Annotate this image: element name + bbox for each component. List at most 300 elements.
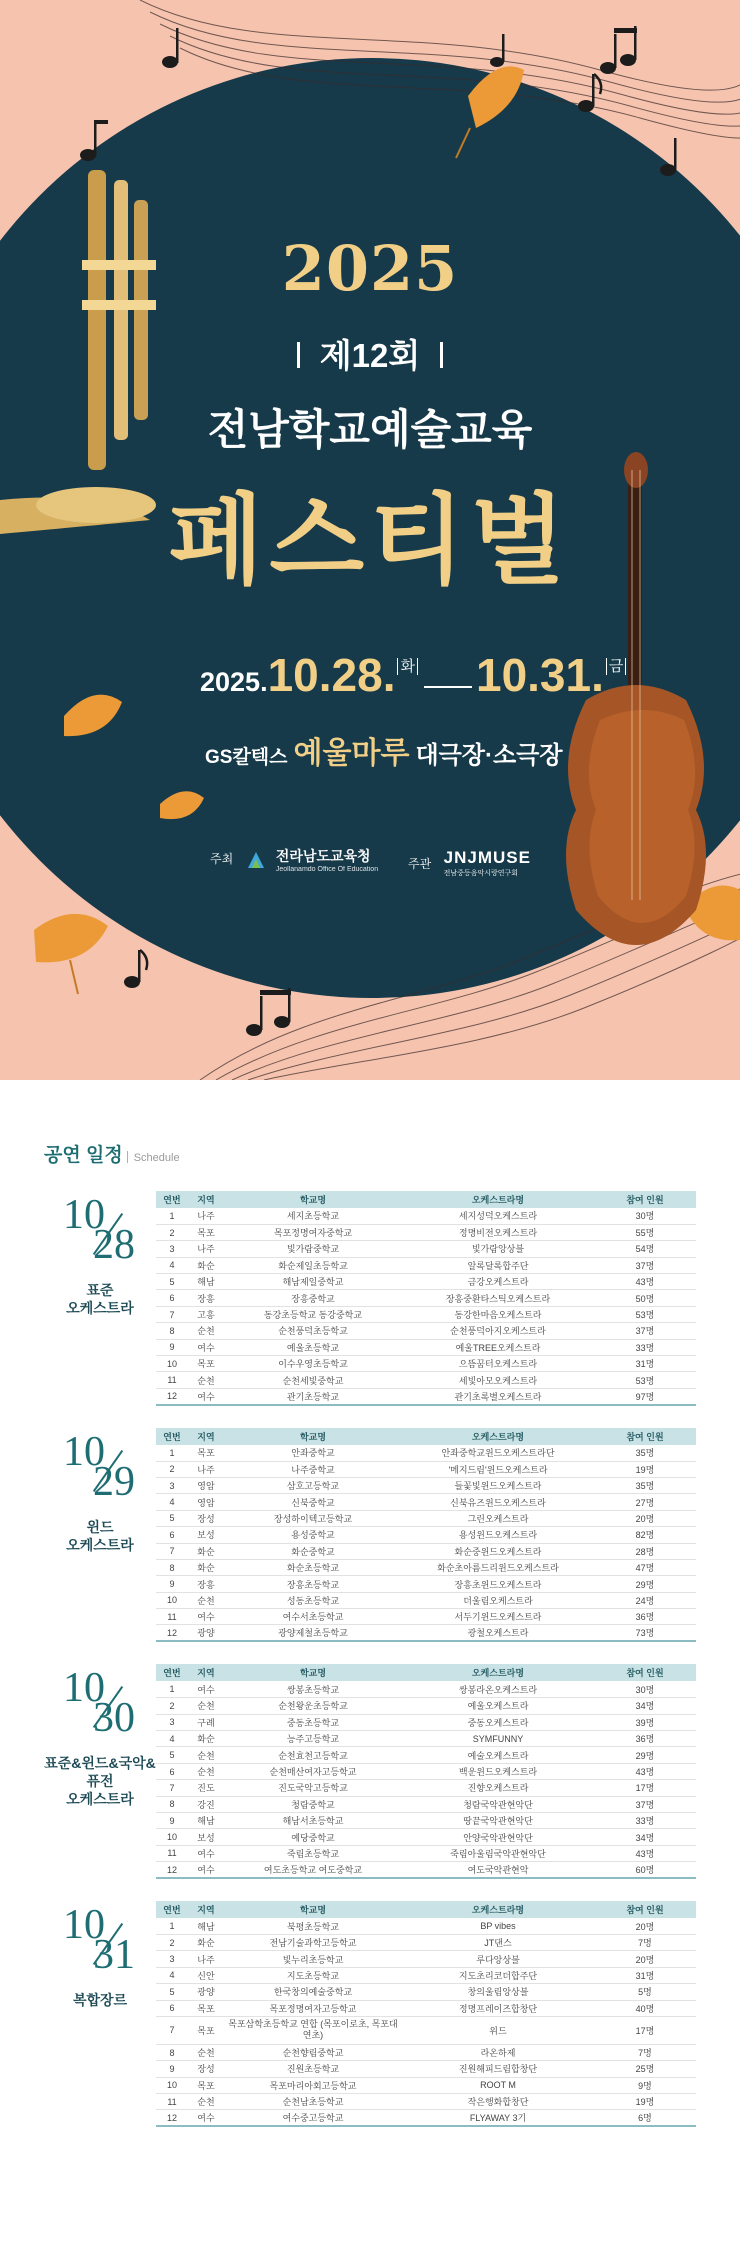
day-label: [44, 1191, 156, 1406]
table-row: [156, 1257, 696, 1273]
poster-subtitle: 전남학교예술교육: [207, 406, 533, 453]
participants-cell: 27명: [594, 1494, 696, 1510]
row-number: 3: [156, 1241, 188, 1257]
table-row: [156, 1445, 696, 1461]
orchestra-cell: 관기초록별오케스트라: [402, 1388, 594, 1404]
row-number: 9: [156, 1813, 188, 1829]
school-cell: 목포정명여자고등학교: [224, 2000, 402, 2016]
school-cell: 순천남초등학교: [224, 2094, 402, 2110]
festival-venue: [205, 728, 563, 772]
day-month: 10: [63, 1428, 105, 1475]
school-cell: 세지초등학교: [224, 1208, 402, 1224]
participants-cell: 47명: [594, 1559, 696, 1575]
row-number: 12: [156, 1625, 188, 1641]
school-cell: 여도초등학교 여도중학교: [224, 1862, 402, 1878]
region-cell: 순천: [188, 1763, 224, 1779]
orchestra-cell: '메지드림'윈드오케스트라: [402, 1461, 594, 1477]
school-cell: 순천세빛중학교: [224, 1372, 402, 1388]
table-row: [156, 1576, 696, 1592]
row-number: 3: [156, 1477, 188, 1493]
orchestra-cell: ROOT M: [402, 2077, 594, 2093]
column-header: 참여 인원: [626, 1195, 664, 1205]
row-number: 4: [156, 1731, 188, 1747]
participants-cell: 31명: [594, 1967, 696, 1983]
row-number: 4: [156, 1967, 188, 1983]
table-row: [156, 1951, 696, 1967]
participants-cell: 31명: [594, 1356, 696, 1372]
orchestra-cell: 정명프레이즈합창단: [402, 2000, 594, 2016]
school-cell: 안좌중학교: [224, 1445, 402, 1461]
date-end-day: 금: [606, 658, 627, 675]
row-number: 1: [156, 1208, 188, 1224]
school-cell: 목포삼학초등학교 연합 (목포이로초, 목포대연초): [224, 2016, 402, 2044]
participants-cell: 40명: [594, 2000, 696, 2016]
table-header-row: [156, 1664, 696, 1681]
orchestra-cell: 루다앙상블: [402, 1951, 594, 1967]
school-cell: 능주고등학교: [224, 1731, 402, 1747]
participants-cell: 29명: [594, 1747, 696, 1763]
column-header: 지역: [197, 1431, 215, 1442]
school-cell: 진도국악고등학교: [224, 1780, 402, 1796]
region-cell: 보성: [188, 1527, 224, 1543]
day-category: 표준&윈드&국악&퓨전 오케스트라: [44, 1755, 156, 1808]
school-cell: 동강초등학교 동강중학교: [224, 1306, 402, 1322]
day-month: 10: [63, 1665, 105, 1712]
edition-text: 제12회: [319, 337, 421, 374]
region-cell: 구례: [188, 1714, 224, 1730]
row-number: 1: [156, 1918, 188, 1934]
region-cell: 목포: [188, 1224, 224, 1240]
region-cell: 화순: [188, 1543, 224, 1559]
orchestra-cell: 장흥중환타스틱오케스트라: [402, 1290, 594, 1306]
region-cell: 광양: [188, 1984, 224, 2000]
school-cell: 빛가람중학교: [224, 1241, 402, 1257]
organizer-sub: 전남중등음악시랑연구회: [443, 870, 519, 877]
region-cell: 여수: [188, 1339, 224, 1355]
row-number: 4: [156, 1494, 188, 1510]
day-number: 31: [93, 1932, 135, 1979]
row-number: 2: [156, 1698, 188, 1714]
venue-halls: 대극장·소극장: [415, 742, 563, 769]
region-cell: 나주: [188, 1241, 224, 1257]
orchestra-cell: 용성윈드오케스트라: [402, 1527, 594, 1543]
region-cell: 화순: [188, 1731, 224, 1747]
school-cell: 예당중학교: [224, 1829, 402, 1845]
schedule-title-en: Schedule: [133, 1152, 180, 1164]
table-row: [156, 1845, 696, 1861]
school-cell: 청람중학교: [224, 1796, 402, 1812]
region-cell: 순천: [188, 2044, 224, 2060]
school-cell: 빛누리초등학교: [224, 1951, 402, 1967]
school-cell: 목포정명여자중학교: [224, 1224, 402, 1240]
day-number: 29: [93, 1458, 135, 1505]
participants-cell: 53명: [594, 1306, 696, 1322]
orchestra-cell: 지도초리코더합주단: [402, 1967, 594, 1983]
schedule-day-block: [44, 1901, 696, 2127]
orchestra-cell: 땅끝국악관현악단: [402, 1813, 594, 1829]
participants-cell: 55명: [594, 1224, 696, 1240]
row-number: 6: [156, 1527, 188, 1543]
table-row: [156, 2077, 696, 2093]
region-cell: 장흥: [188, 1576, 224, 1592]
table-row: [156, 2110, 696, 2126]
row-number: 5: [156, 1984, 188, 2000]
school-cell: 지도초등학교: [224, 1967, 402, 1983]
table-row: [156, 1681, 696, 1697]
orchestra-cell: JT댄스: [402, 1934, 594, 1950]
row-number: 1: [156, 1445, 188, 1461]
divider-bar: [440, 342, 443, 368]
table-row: [156, 1559, 696, 1575]
row-number: 3: [156, 1951, 188, 1967]
table-row: [156, 1763, 696, 1779]
orchestra-cell: 서두기윈드오케스트라: [402, 1609, 594, 1625]
participants-cell: 35명: [594, 1477, 696, 1493]
participants-cell: 29명: [594, 1576, 696, 1592]
day-category: 복합장르: [72, 1992, 128, 2009]
participants-cell: 54명: [594, 1241, 696, 1257]
organizer-label: 주관: [408, 856, 432, 871]
participants-cell: 43명: [594, 1845, 696, 1861]
participants-cell: 9명: [594, 2077, 696, 2093]
row-number: 8: [156, 1323, 188, 1339]
row-number: 11: [156, 1845, 188, 1861]
row-number: 5: [156, 1510, 188, 1526]
participants-cell: 28명: [594, 1543, 696, 1559]
school-cell: 화순제일초등학교: [224, 1257, 402, 1273]
orchestra-cell: 죽림아울림국악관현악단: [402, 1845, 594, 1861]
region-cell: 순천: [188, 2094, 224, 2110]
table-row: [156, 1918, 696, 1934]
row-number: 9: [156, 1576, 188, 1592]
schedule-table: [156, 1664, 696, 1879]
row-number: 8: [156, 2044, 188, 2060]
table-row: [156, 1829, 696, 1845]
row-number: 2: [156, 1461, 188, 1477]
orchestra-cell: 순천풍덕아지오케스트라: [402, 1323, 594, 1339]
region-cell: 진도: [188, 1780, 224, 1796]
venue-name: 예울마루: [293, 737, 410, 770]
participants-cell: 43명: [594, 1274, 696, 1290]
orchestra-cell: 안좌중학교윈드오케스트라단: [402, 1445, 594, 1461]
date-start-day: 화: [397, 658, 418, 675]
region-cell: 장성: [188, 1510, 224, 1526]
table-row: [156, 1543, 696, 1559]
orchestra-cell: 으뜸꿈터오케스트라: [402, 1356, 594, 1372]
participants-cell: 20명: [594, 1510, 696, 1526]
orchestra-cell: FLYAWAY 3기: [402, 2110, 594, 2126]
region-cell: 여수: [188, 1862, 224, 1878]
row-number: 12: [156, 1388, 188, 1404]
region-cell: 해남: [188, 1813, 224, 1829]
row-number: 3: [156, 1714, 188, 1730]
school-cell: 신북중학교: [224, 1494, 402, 1510]
day-date: [55, 1191, 145, 1275]
column-header: 오케스트라명: [471, 1668, 525, 1679]
school-cell: 화순초등학교: [224, 1559, 402, 1575]
orchestra-cell: 알록달록합주단: [402, 1257, 594, 1273]
row-number: 9: [156, 1339, 188, 1355]
region-cell: 화순: [188, 1934, 224, 1950]
day-date: [55, 1664, 145, 1748]
school-cell: 전남기술과학고등학교: [224, 1934, 402, 1950]
orchestra-cell: 진향오케스트라: [402, 1780, 594, 1796]
orchestra-cell: 예술오케스트라: [402, 1747, 594, 1763]
row-number: 7: [156, 1306, 188, 1322]
table-row: [156, 2016, 696, 2044]
orchestra-cell: 백운윈드오케스트라: [402, 1763, 594, 1779]
day-label: [44, 1901, 156, 2127]
column-header: 오케스트라명: [471, 1431, 525, 1442]
table-row: [156, 1813, 696, 1829]
day-month: 10: [63, 1902, 105, 1949]
host-info: [210, 846, 378, 873]
school-cell: 예울초등학교: [224, 1339, 402, 1355]
table-row: [156, 2061, 696, 2077]
region-cell: 목포: [188, 2077, 224, 2093]
participants-cell: 30명: [594, 1681, 696, 1697]
orchestra-cell: 빛가람앙상블: [402, 1241, 594, 1257]
table-row: [156, 1747, 696, 1763]
participants-cell: 43명: [594, 1763, 696, 1779]
organizer-info: [408, 848, 531, 878]
venue-brand: GS칼텍스: [205, 747, 288, 768]
day-number: 28: [93, 1222, 135, 1268]
region-cell: 여수: [188, 1609, 224, 1625]
table-row: [156, 1510, 696, 1526]
region-cell: 순천: [188, 1372, 224, 1388]
participants-cell: 60명: [594, 1862, 696, 1878]
participants-cell: 37명: [594, 1257, 696, 1273]
school-cell: 순천향림중학교: [224, 2044, 402, 2060]
table-row: [156, 2044, 696, 2060]
region-cell: 해남: [188, 1918, 224, 1934]
participants-cell: 37명: [594, 1796, 696, 1812]
column-header: 지역: [197, 1195, 215, 1205]
row-number: 11: [156, 2094, 188, 2110]
schedule-day-block: [44, 1664, 696, 1879]
column-header: 지역: [197, 1905, 215, 1916]
school-cell: 이수우영초등학교: [224, 1356, 402, 1372]
school-cell: 쌍봉초등학교: [224, 1681, 402, 1697]
table-row: [156, 1731, 696, 1747]
row-number: 10: [156, 1592, 188, 1608]
row-number: 5: [156, 1747, 188, 1763]
column-header: 참여 인원: [626, 1905, 664, 1916]
school-cell: 목포마리아회고등학교: [224, 2077, 402, 2093]
participants-cell: 20명: [594, 1918, 696, 1934]
column-header: 참여 인원: [626, 1668, 664, 1679]
orchestra-cell: 라온하제: [402, 2044, 594, 2060]
orchestra-cell: 안양국악관현악단: [402, 1829, 594, 1845]
schedule-title: 공연 일정: [44, 1145, 123, 1166]
day-month: 10: [63, 1192, 105, 1238]
host-name: 전라남도교육청: [275, 848, 371, 864]
festival-poster: [0, 0, 740, 1080]
orchestra-cell: 정명비전오케스트라: [402, 1224, 594, 1240]
participants-cell: 50명: [594, 1290, 696, 1306]
row-number: 2: [156, 1224, 188, 1240]
row-number: 1: [156, 1681, 188, 1697]
orchestra-cell: 예울오케스트라: [402, 1698, 594, 1714]
school-cell: 장성하이텍고등학교: [224, 1510, 402, 1526]
date-year: 2025.: [200, 667, 268, 697]
day-category: 윈드 오케스트라: [66, 1518, 134, 1553]
school-cell: 장흥초등학교: [224, 1576, 402, 1592]
school-cell: 순천왕운초등학교: [224, 1698, 402, 1714]
table-row: [156, 1714, 696, 1730]
region-cell: 여수: [188, 2110, 224, 2126]
day-date: [55, 1901, 145, 1985]
column-header: 연번: [163, 1431, 181, 1442]
participants-cell: 34명: [594, 1698, 696, 1714]
school-cell: 성동초등학교: [224, 1592, 402, 1608]
participants-cell: 33명: [594, 1339, 696, 1355]
school-cell: 한국창의예술중학교: [224, 1984, 402, 2000]
table-row: [156, 1372, 696, 1388]
table-row: [156, 1461, 696, 1477]
school-cell: 진원초등학교: [224, 2061, 402, 2077]
row-number: 8: [156, 1796, 188, 1812]
participants-cell: 6명: [594, 2110, 696, 2126]
region-cell: 화순: [188, 1559, 224, 1575]
participants-cell: 37명: [594, 1323, 696, 1339]
orchestra-cell: 세지성덕오케스트라: [402, 1208, 594, 1224]
participants-cell: 33명: [594, 1813, 696, 1829]
row-number: 7: [156, 1780, 188, 1796]
participants-cell: 25명: [594, 2061, 696, 2077]
orchestra-cell: 중동오케스트라: [402, 1714, 594, 1730]
table-row: [156, 1241, 696, 1257]
participants-cell: 73명: [594, 1625, 696, 1641]
divider-bar: [297, 342, 300, 368]
participants-cell: 34명: [594, 1829, 696, 1845]
region-cell: 신안: [188, 1967, 224, 1983]
column-header: 학교명: [299, 1431, 327, 1442]
heading-divider: [127, 1151, 128, 1163]
table-row: [156, 1780, 696, 1796]
row-number: 6: [156, 2000, 188, 2016]
date-start: 10.28.: [267, 649, 396, 701]
orchestra-cell: 광철오케스트라: [402, 1625, 594, 1641]
host-label: 주최: [210, 851, 234, 866]
participants-cell: 36명: [594, 1609, 696, 1625]
table-row: [156, 1625, 696, 1641]
host-name-block: [276, 846, 378, 873]
region-cell: 강진: [188, 1796, 224, 1812]
region-cell: 나주: [188, 1208, 224, 1224]
row-number: 4: [156, 1257, 188, 1273]
table-row: [156, 1934, 696, 1950]
school-cell: 삼호고등학교: [224, 1477, 402, 1493]
orchestra-cell: 화순초아름드리윈드오케스트라: [402, 1559, 594, 1575]
table-row: [156, 1494, 696, 1510]
day-label: [44, 1664, 156, 1879]
day-label: [44, 1428, 156, 1643]
region-cell: 나주: [188, 1951, 224, 1967]
orchestra-cell: 동강한마음오케스트라: [402, 1306, 594, 1322]
row-number: 11: [156, 1609, 188, 1625]
table-row: [156, 2094, 696, 2110]
orchestra-cell: SYMFUNNY: [402, 1731, 594, 1747]
schedule-section: [0, 1080, 740, 2179]
region-cell: 목포: [188, 2016, 224, 2044]
participants-cell: 19명: [594, 2094, 696, 2110]
column-header: 연번: [163, 1195, 181, 1205]
row-number: 7: [156, 2016, 188, 2044]
participants-cell: 19명: [594, 1461, 696, 1477]
school-cell: 화순중학교: [224, 1543, 402, 1559]
school-cell: 중동초등학교: [224, 1714, 402, 1730]
region-cell: 화순: [188, 1257, 224, 1273]
region-cell: 보성: [188, 1829, 224, 1845]
participants-cell: 53명: [594, 1372, 696, 1388]
table-row: [156, 1356, 696, 1372]
region-cell: 영암: [188, 1494, 224, 1510]
row-number: 9: [156, 2061, 188, 2077]
table-row: [156, 1796, 696, 1812]
orchestra-cell: 예울TREE오케스트라: [402, 1339, 594, 1355]
orchestra-cell: 쌍봉라온오케스트라: [402, 1681, 594, 1697]
organizer-name-block: [444, 848, 531, 878]
participants-cell: 17명: [594, 1780, 696, 1796]
orchestra-cell: 청람국악관현악단: [402, 1796, 594, 1812]
participants-cell: 7명: [594, 1934, 696, 1950]
table-row: [156, 1527, 696, 1543]
schedule-table: [156, 1191, 696, 1406]
school-cell: 나주중학교: [224, 1461, 402, 1477]
participants-cell: 36명: [594, 1731, 696, 1747]
orchestra-cell: 여도국악관현악: [402, 1862, 594, 1878]
table-row: [156, 1862, 696, 1878]
schedule-day-block: [44, 1191, 696, 1406]
region-cell: 나주: [188, 1461, 224, 1477]
region-cell: 해남: [188, 1274, 224, 1290]
participants-cell: 97명: [594, 1388, 696, 1404]
participants-cell: 24명: [594, 1592, 696, 1608]
day-date: [55, 1428, 145, 1512]
participants-cell: 82명: [594, 1527, 696, 1543]
school-cell: 순천풍덕초등학교: [224, 1323, 402, 1339]
school-cell: 여수서초등학교: [224, 1609, 402, 1625]
region-cell: 순천: [188, 1592, 224, 1608]
participants-cell: 7명: [594, 2044, 696, 2060]
school-cell: 광양제철초등학교: [224, 1625, 402, 1641]
table-row: [156, 1224, 696, 1240]
table-row: [156, 1274, 696, 1290]
orchestra-cell: 세빛아모오케스트라: [402, 1372, 594, 1388]
table-row: [156, 1388, 696, 1404]
date-end: 10.31.: [475, 649, 604, 701]
region-cell: 고흥: [188, 1306, 224, 1322]
row-number: 2: [156, 1934, 188, 1950]
region-cell: 순천: [188, 1747, 224, 1763]
orchestra-cell: 금강오케스트라: [402, 1274, 594, 1290]
table-row: [156, 1592, 696, 1608]
region-cell: 영암: [188, 1477, 224, 1493]
orchestra-cell: 위드: [402, 2016, 594, 2044]
participants-cell: 39명: [594, 1714, 696, 1730]
region-cell: 장흥: [188, 1290, 224, 1306]
row-number: 11: [156, 1372, 188, 1388]
row-number: 6: [156, 1290, 188, 1306]
orchestra-cell: 장흥초윈드오케스트라: [402, 1576, 594, 1592]
region-cell: 광양: [188, 1625, 224, 1641]
orchestra-cell: 진원해피드림합창단: [402, 2061, 594, 2077]
row-number: 7: [156, 1543, 188, 1559]
school-cell: 북평초등학교: [224, 1918, 402, 1934]
table-row: [156, 1609, 696, 1625]
